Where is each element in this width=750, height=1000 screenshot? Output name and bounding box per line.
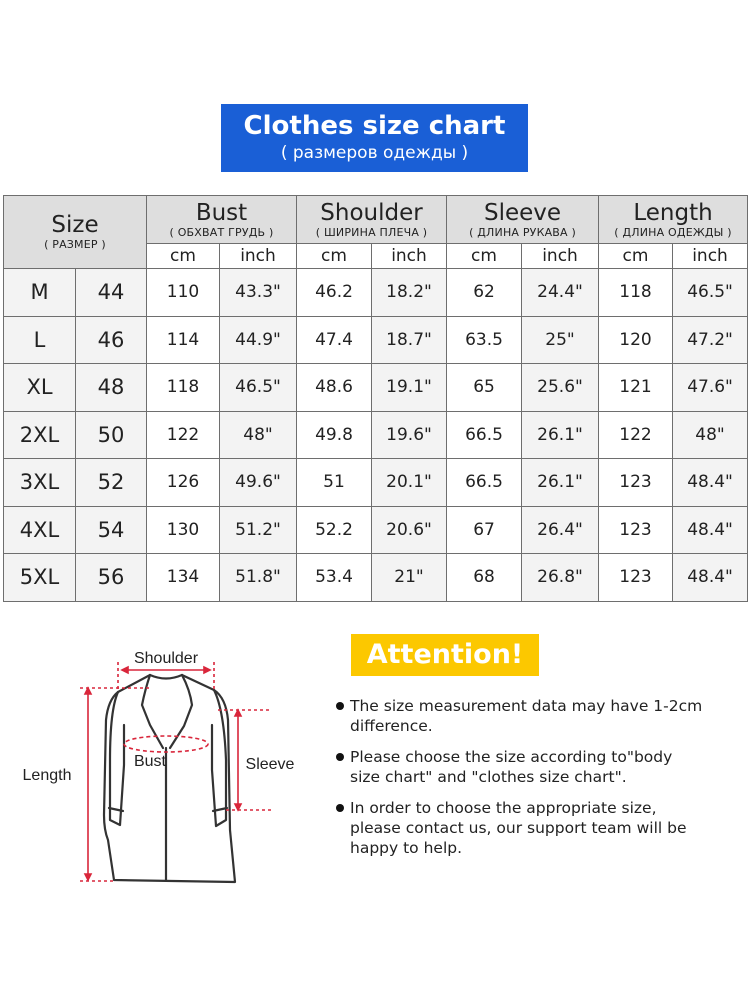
value-cell: 19.6"	[372, 411, 447, 459]
value-cell: 46.2	[297, 269, 372, 317]
measure-header	[147, 196, 297, 244]
value-cell: 25"	[522, 316, 599, 364]
ru-size-cell: 44	[76, 269, 147, 317]
measure-sub: ( ОБХВАТ ГРУДЬ )	[169, 225, 274, 239]
value-cell: 24.4"	[522, 269, 599, 317]
value-cell: 130	[147, 506, 220, 554]
value-cell: 46.5"	[220, 364, 297, 412]
measure-name: Bust	[195, 199, 248, 226]
table-row	[4, 411, 748, 459]
ru-size-cell: 48	[76, 364, 147, 412]
measure-name: Length	[633, 199, 713, 226]
note-text: The size measurement data may have 1-2cm difference.	[350, 697, 703, 735]
ru-size-cell: 56	[76, 554, 147, 602]
value-cell: 122	[147, 411, 220, 459]
value-cell: 53.4	[297, 554, 372, 602]
unit-header-cm: cm	[147, 244, 220, 269]
table-row	[4, 364, 748, 412]
table-body	[4, 269, 748, 602]
value-cell: 48.4"	[673, 506, 748, 554]
value-cell: 18.7"	[372, 316, 447, 364]
attention-notes	[336, 696, 746, 869]
chart-title: Clothes size chart	[243, 111, 506, 141]
value-cell: 44.9"	[220, 316, 297, 364]
unit-header-inch: inch	[220, 244, 297, 269]
value-cell: 62	[447, 269, 522, 317]
ru-size-cell: 54	[76, 506, 147, 554]
chart-title-banner	[221, 104, 528, 172]
measure-sub: ( ШИРИНА ПЛЕЧА )	[315, 225, 428, 239]
value-cell: 123	[599, 459, 673, 507]
value-cell: 68	[447, 554, 522, 602]
value-cell: 121	[599, 364, 673, 412]
measure-header	[447, 196, 599, 244]
size-header-label: Size	[51, 212, 99, 238]
note-text: In order to choose the appropriate size, please contact us, our support team will be happy to help.	[350, 799, 687, 857]
value-cell: 66.5	[447, 411, 522, 459]
value-cell: 63.5	[447, 316, 522, 364]
ru-size-cell: 52	[76, 459, 147, 507]
bullet-icon	[336, 753, 344, 761]
value-cell: 26.1"	[522, 411, 599, 459]
table-row	[4, 554, 748, 602]
bullet-icon	[336, 804, 344, 812]
unit-header-cm: cm	[447, 244, 522, 269]
table-row	[4, 506, 748, 554]
note-item	[336, 696, 746, 736]
value-cell: 67	[447, 506, 522, 554]
note-item	[336, 798, 746, 858]
value-cell: 51.8"	[220, 554, 297, 602]
value-cell: 46.5"	[673, 269, 748, 317]
shoulder-label: Shoulder	[133, 650, 199, 667]
measure-header	[599, 196, 748, 244]
value-cell: 122	[599, 411, 673, 459]
unit-header-cm: cm	[297, 244, 372, 269]
value-cell: 43.3"	[220, 269, 297, 317]
size-header	[4, 196, 147, 269]
ru-size-cell: 46	[76, 316, 147, 364]
size-label-cell: L	[4, 316, 76, 364]
size-header-sub: ( РАЗМЕР )	[44, 238, 106, 251]
value-cell: 66.5	[447, 459, 522, 507]
value-cell: 18.2"	[372, 269, 447, 317]
value-cell: 118	[599, 269, 673, 317]
unit-header-inch: inch	[522, 244, 599, 269]
value-cell: 20.1"	[372, 459, 447, 507]
size-label-cell: 4XL	[4, 506, 76, 554]
size-label-cell: XL	[4, 364, 76, 412]
value-cell: 134	[147, 554, 220, 602]
value-cell: 21"	[372, 554, 447, 602]
value-cell: 51.2"	[220, 506, 297, 554]
unit-header-cm: cm	[599, 244, 673, 269]
size-label-cell: 3XL	[4, 459, 76, 507]
sleeve-label: Sleeve	[245, 756, 295, 773]
value-cell: 126	[147, 459, 220, 507]
table-row	[4, 316, 748, 364]
value-cell: 48.6	[297, 364, 372, 412]
attention-banner: Attention!	[351, 634, 539, 676]
length-label: Length	[22, 767, 72, 784]
value-cell: 51	[297, 459, 372, 507]
value-cell: 49.8	[297, 411, 372, 459]
value-cell: 123	[599, 506, 673, 554]
chart-subtitle: ( размеров одежды )	[280, 143, 469, 163]
value-cell: 120	[599, 316, 673, 364]
bust-label: Bust	[133, 753, 167, 770]
size-label-cell: M	[4, 269, 76, 317]
value-cell: 25.6"	[522, 364, 599, 412]
size-table	[3, 195, 748, 602]
value-cell: 48"	[220, 411, 297, 459]
measure-sub: ( ДЛИНА РУКАВА )	[469, 225, 576, 239]
value-cell: 19.1"	[372, 364, 447, 412]
value-cell: 48.4"	[673, 459, 748, 507]
value-cell: 114	[147, 316, 220, 364]
value-cell: 47.4	[297, 316, 372, 364]
value-cell: 26.1"	[522, 459, 599, 507]
value-cell: 52.2	[297, 506, 372, 554]
coat-diagram-icon	[0, 630, 320, 900]
value-cell: 26.4"	[522, 506, 599, 554]
value-cell: 47.6"	[673, 364, 748, 412]
note-text: Please choose the size according to"body size chart" and "clothes size chart".	[350, 748, 673, 786]
value-cell: 49.6"	[220, 459, 297, 507]
value-cell: 26.8"	[522, 554, 599, 602]
measure-name: Shoulder	[320, 199, 423, 226]
value-cell: 65	[447, 364, 522, 412]
measure-sub: ( ДЛИНА ОДЕЖДЫ )	[614, 225, 732, 239]
value-cell: 123	[599, 554, 673, 602]
value-cell: 110	[147, 269, 220, 317]
value-cell: 48"	[673, 411, 748, 459]
unit-header-inch: inch	[673, 244, 748, 269]
unit-header-inch: inch	[372, 244, 447, 269]
size-label-cell: 2XL	[4, 411, 76, 459]
value-cell: 48.4"	[673, 554, 748, 602]
bullet-icon	[336, 702, 344, 710]
size-label-cell: 5XL	[4, 554, 76, 602]
value-cell: 20.6"	[372, 506, 447, 554]
table-row	[4, 459, 748, 507]
measure-header	[297, 196, 447, 244]
ru-size-cell: 50	[76, 411, 147, 459]
table-row	[4, 269, 748, 317]
value-cell: 47.2"	[673, 316, 748, 364]
measure-name: Sleeve	[483, 199, 562, 226]
value-cell: 118	[147, 364, 220, 412]
note-item	[336, 747, 746, 787]
